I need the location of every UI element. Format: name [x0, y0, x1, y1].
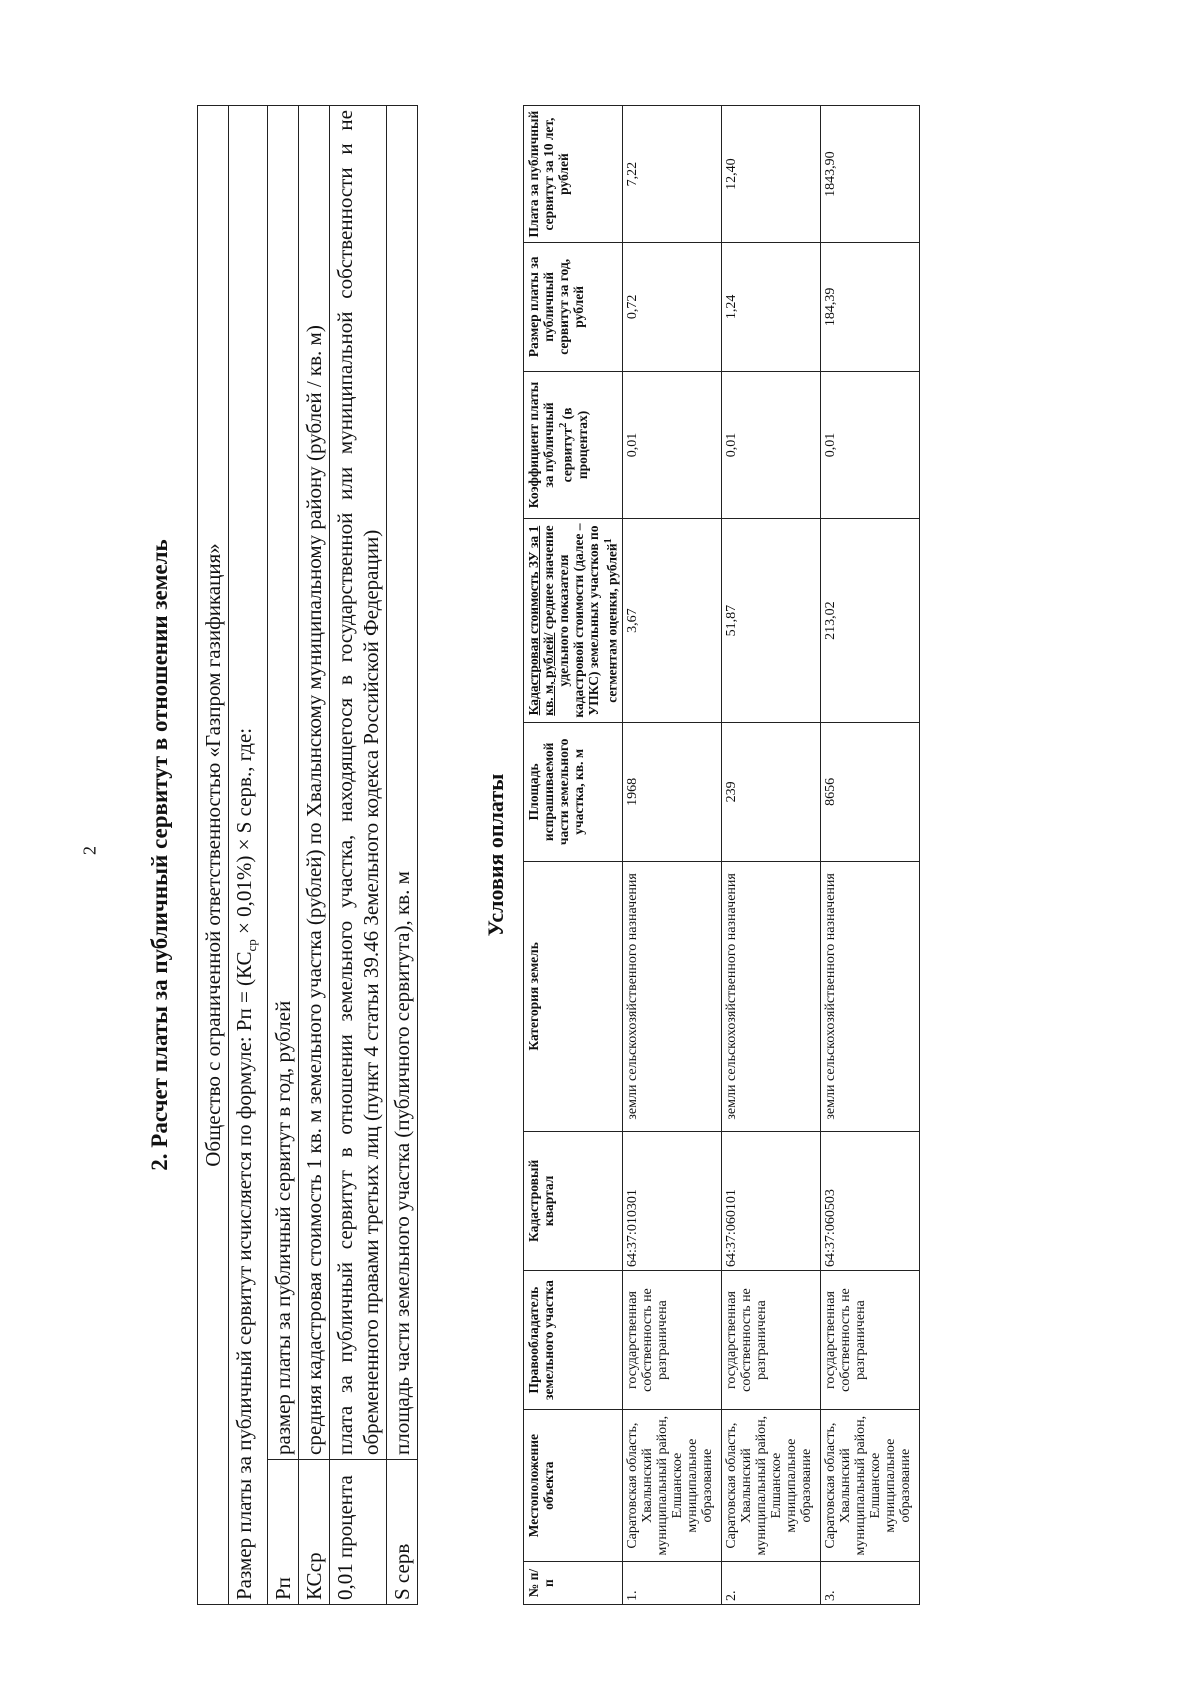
- definition-row: [330, 106, 387, 1605]
- page-number: 2: [79, 846, 100, 855]
- cell-category: земли сельскохозяйственного назначения: [721, 861, 820, 1131]
- payment-table: [523, 105, 920, 1605]
- table-row: [820, 106, 919, 1605]
- cell-location: Саратовская область, Хвалынский муниципальный район, Елшанское муниципальное образование: [622, 1410, 721, 1562]
- definition-term: Рп: [268, 1460, 299, 1605]
- cell-location: Саратовская область, Хвалынский муниципальный район, Елшанское муниципальное образование: [820, 1410, 919, 1562]
- cell-area: 239: [721, 722, 820, 861]
- cell-holder: государственная собственность не разграничена: [622, 1270, 721, 1409]
- definition-term: S серв: [387, 1460, 418, 1605]
- owner-row: [198, 106, 229, 1605]
- cell-quarter: 64:37:060503: [820, 1131, 919, 1270]
- definition-text: площадь части земельного участка (публичного сервитута), кв. м: [387, 106, 418, 1460]
- cell-annual: 0,72: [622, 243, 721, 371]
- owner-name: Общество с ограниченной ответственностью «Газпром газификация»: [198, 106, 229, 1605]
- header-holder: Правообладатель земельного участка: [524, 1270, 623, 1409]
- cell-cadastral: 51,87: [721, 519, 820, 722]
- formula-text: Размер платы за публичный сервитут исчисляется по формуле: Рп = $(КС_{ср} \times 0,01\%) \times S$ серв., где:: [229, 106, 268, 1605]
- cell-area: 8656: [820, 722, 919, 861]
- definition-text: плата за публичный сервитут в отношении земельного участка, находящегося в государственной или муниципальной собственности и не обремененного правами третьих лиц (пункт 4 статьи 39.46 Земельного кодекса Российской Федерации): [330, 106, 387, 1460]
- cell-num: 2.: [721, 1562, 820, 1605]
- header-ten-year: Плата за публичный сервитут за 10 лет, рублей: [524, 106, 623, 243]
- cell-coefficient: 0,01: [721, 371, 820, 519]
- header-num: № п/п: [524, 1562, 623, 1605]
- cell-num: 3.: [820, 1562, 919, 1605]
- conditions-title: Условия оплаты: [483, 773, 508, 937]
- definition-row: [299, 106, 330, 1605]
- formula-row: [229, 106, 268, 1605]
- header-area: Площадь испрашиваемой части земельного участка, кв. м: [524, 722, 623, 861]
- definition-term: КСср: [299, 1460, 330, 1605]
- cell-coefficient: 0,01: [622, 371, 721, 519]
- definition-term: 0,01 процента: [330, 1460, 387, 1605]
- landscape-page: [145, 105, 1200, 1605]
- definition-text: размер платы за публичный сервитут в год, рублей: [268, 106, 299, 1460]
- cell-cadastral: 3,67: [622, 519, 721, 722]
- header-cadastral: Кадастровая стоимость ЗУ за 1 кв. м, рублей/ среднее значение удельного показателя кадастровой стоимости (далее – УПКС) земельных участков по сегментам оценки, рублей$^1$: [524, 519, 623, 722]
- cell-cadastral: 213,02: [820, 519, 919, 722]
- cell-num: 1.: [622, 1562, 721, 1605]
- cell-quarter: 64:37:060101: [721, 1131, 820, 1270]
- cell-category: земли сельскохозяйственного назначения: [622, 861, 721, 1131]
- header-row: [524, 106, 623, 1605]
- cell-coefficient: 0,01: [820, 371, 919, 519]
- cell-holder: государственная собственность не разграничена: [721, 1270, 820, 1409]
- cell-ten-year: 1843,90: [820, 106, 919, 243]
- cell-category: земли сельскохозяйственного назначения: [820, 861, 919, 1131]
- cell-ten-year: 12,40: [721, 106, 820, 243]
- section-title: 2. Расчет платы за публичный сервитут в отношении земель: [147, 539, 172, 1171]
- header-quarter: Кадастровый квартал: [524, 1131, 623, 1270]
- cell-location: Саратовская область, Хвалынский муниципальный район, Елшанское муниципальное образование: [721, 1410, 820, 1562]
- formula-table: [197, 105, 418, 1605]
- table-row: [622, 106, 721, 1605]
- header-coefficient: Коэффициент платы за публичный сервитут$^2$ (в процентах): [524, 371, 623, 519]
- definition-row: [268, 106, 299, 1605]
- header-location: Местоположение объекта: [524, 1410, 623, 1562]
- definition-row: [387, 106, 418, 1605]
- cell-ten-year: 7,22: [622, 106, 721, 243]
- header-category: Категория земель: [524, 861, 623, 1131]
- header-annual: Размер платы за публичный сервитут за год, рублей: [524, 243, 623, 371]
- cell-holder: государственная собственность не разграничена: [820, 1270, 919, 1409]
- cell-area: 1968: [622, 722, 721, 861]
- table-row: [721, 106, 820, 1605]
- cell-annual: 184,39: [820, 243, 919, 371]
- definition-text: средняя кадастровая стоимость 1 кв. м земельного участка (рублей) по Хвалынскому муниципальному району (рублей / кв. м): [299, 106, 330, 1460]
- cell-annual: 1,24: [721, 243, 820, 371]
- cell-quarter: 64:37:010301: [622, 1131, 721, 1270]
